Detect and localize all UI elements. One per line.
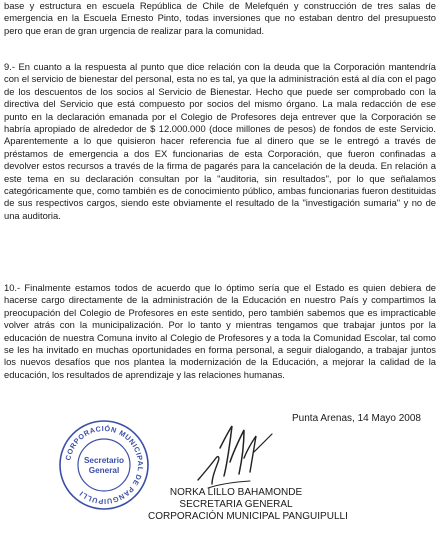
stamp-ring-text: CORPORACIÓN MUNICIPAL DE PANGUIPULLI bbox=[63, 423, 146, 507]
paragraph-point-9: 9.- En cuanto a la respuesta al punto que dice relación con la deuda que la Corporación mantendría con el servicio de bienestar del personal, esta no es tal, ya que la administración está al día con el pago de los descuentos de los socios al Servicio de Bienestar. Hecho que puede ser comprobado con la directiva del Servicio que está compuesto por socios del mismo órgano. La mala redacción de ese punto en la declaración emanada por el Colegio de Profesores deja entrever que la Corporación se habría apropiado de alrededor de $ 12.000.000 (doce millones de pesos) de fondos de este Servicio. Aparentemente a lo que quisieron hacer referencia fue al dinero que se le entregó a través de préstamos de emergencia a dos EX funcionarias de esta Corporación, que fueron confinadas a devolver estos recursos a través de la firma de pagarés para la cancelación de la deuda. En relación a este tema en su declaración consultan por la "auditoria, sin resultados", por lo que señalamos categóricamente que, como también es de conocimiento público, ambas funcionarias fueron destituidas de sus respectivos cargos, siendo este obviamente el resultado de la "investigación sumaria" y no de una auditoria. bbox=[4, 61, 436, 221]
handwritten-signature-icon bbox=[190, 418, 286, 494]
signature-block bbox=[148, 487, 348, 524]
stamp-center-line2: General bbox=[88, 466, 120, 475]
signatory-organization: CORPORACIÓN MUNICIPAL PANGUIPULLI bbox=[148, 511, 348, 523]
paragraph-continuation: base y estructura en escuela República de Chile de Melefquén y construcción de tres salas de emergencia en la Escuela Ernesto Pinto, todas inversiones que no estaban dentro del presupuesto pero que eran de gran urgencia de realizar para la comunidad. bbox=[4, 0, 436, 36]
stamp-center-line1: Secretario bbox=[83, 456, 125, 465]
seal-stamp-icon bbox=[58, 419, 150, 511]
signatory-title: SECRETARIA GENERAL bbox=[179, 499, 293, 511]
paragraph-point-10: 10.- Finalmente estamos todos de acuerdo que lo óptimo sería que el Estado es quien debiera de hacerse cargo directamente de la administración de la Educación en nuestro País y compartimos la preocupación del Colegio de Profesores en este sentido, pero también sabemos que es impracticable volver atrás con la municipalización. Por lo tanto y mientras tengamos que trabajar juntos por la educación de nuestra Comuna invito al Colegio de Profesores y a toda la Comunidad Escolar, tal como se les ha invitado en muchas oportunidades en forma personal, a seguir dialogando, a trabajar juntos los nuevos desafíos que nos plantea la modernización de la Educación, a mejorar la calidad de la educación, los resultados de aprendizaje y las relaciones humanas. bbox=[4, 282, 436, 380]
dateline: Punta Arenas, 14 Mayo 2008 bbox=[292, 413, 421, 424]
signatory-name: NORKA LILLO BAHAMONDE bbox=[169, 487, 303, 498]
